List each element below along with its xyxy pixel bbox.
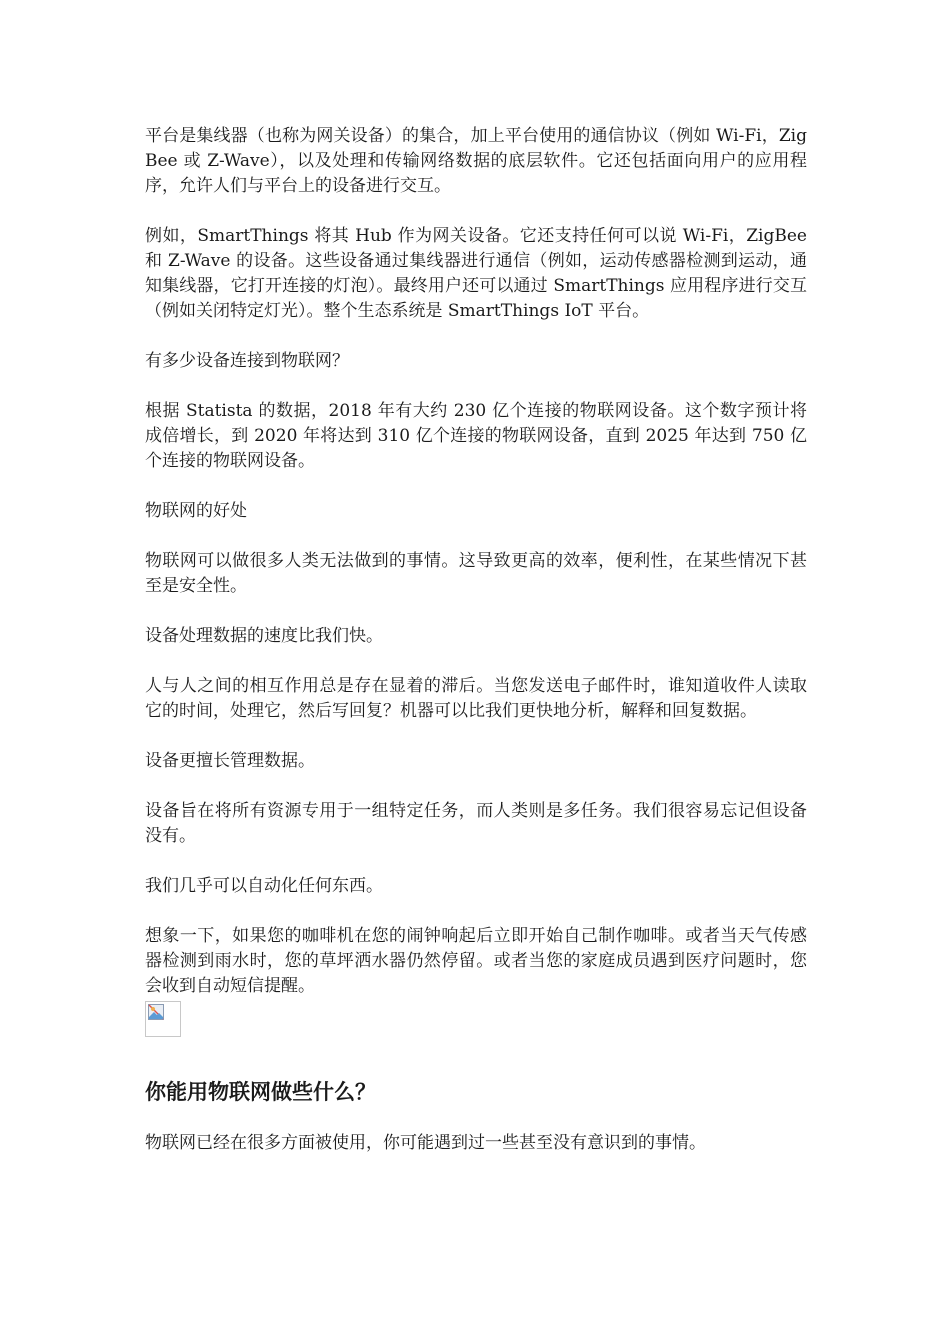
paragraph-task-focus: 设备旨在将所有资源专用于一组特定任务，而人类则是多任务。我们很容易忘记但设备没有。 bbox=[145, 801, 807, 846]
broken-image-icon bbox=[148, 1004, 164, 1020]
paragraph-speed: 设备处理数据的速度比我们快。 bbox=[145, 626, 383, 646]
paragraph-smartthings-example: 例如，SmartThings 将其 Hub 作为网关设备。它还支持任何可以说 Wi-Fi，ZigBee 和 Z-Wave 的设备。这些设备通过集线器进行通信（例如，运动传感器检测到运动，通知集线器，它打开连接的灯泡）。最终用户还可以通过 SmartThings 应用程序进行交互（例如关闭特定灯光）。整个生态系统是 SmartThings IoT 平台。 bbox=[145, 226, 807, 321]
paragraph-iot-uses: 物联网已经在很多方面被使用，你可能遇到过一些甚至没有意识到的事情。 bbox=[145, 1133, 706, 1153]
paragraph-iot-benefits-title: 物联网的好处 bbox=[145, 501, 247, 521]
broken-image-placeholder bbox=[145, 1001, 181, 1037]
document-body bbox=[145, 124, 807, 1181]
section-heading: 你能用物联网做些什么？ bbox=[145, 1079, 376, 1104]
paragraph-automation: 我们几乎可以自动化任何东西。 bbox=[145, 876, 383, 896]
paragraph-human-lag: 人与人之间的相互作用总是存在显着的滞后。当您发送电子邮件时，谁知道收件人读取它的时间，处理它，然后写回复？机器可以比我们更快地分析，解释和回复数据。 bbox=[145, 676, 807, 721]
paragraph-question-device-count: 有多少设备连接到物联网？ bbox=[145, 351, 349, 371]
paragraph-platform-definition: 平台是集线器（也称为网关设备）的集合，加上平台使用的通信协议（例如 Wi-Fi，ZigBee 或 Z-Wave），以及处理和传输网络数据的底层软件。它还包括面向用户的应用程序，允许人们与平台上的设备进行交互。 bbox=[145, 126, 807, 196]
paragraph-data-management: 设备更擅长管理数据。 bbox=[145, 751, 315, 771]
paragraph-automation-examples: 想象一下，如果您的咖啡机在您的闹钟响起后立即开始自己制作咖啡。或者当天气传感器检测到雨水时，您的草坪洒水器仍然停留。或者当您的家庭成员遇到医疗问题时，您会收到自动短信提醒。 bbox=[145, 926, 807, 996]
paragraph-statista-data: 根据 Statista 的数据，2018 年有大约 230 亿个连接的物联网设备。这个数字预计将成倍增长，到 2020 年将达到 310 亿个连接的物联网设备，直到 2025 年达到 750 亿个连接的物联网设备。 bbox=[145, 401, 807, 471]
paragraph-iot-benefits-intro: 物联网可以做很多人类无法做到的事情。这导致更高的效率，便利性，在某些情况下甚至是安全性。 bbox=[145, 551, 807, 596]
